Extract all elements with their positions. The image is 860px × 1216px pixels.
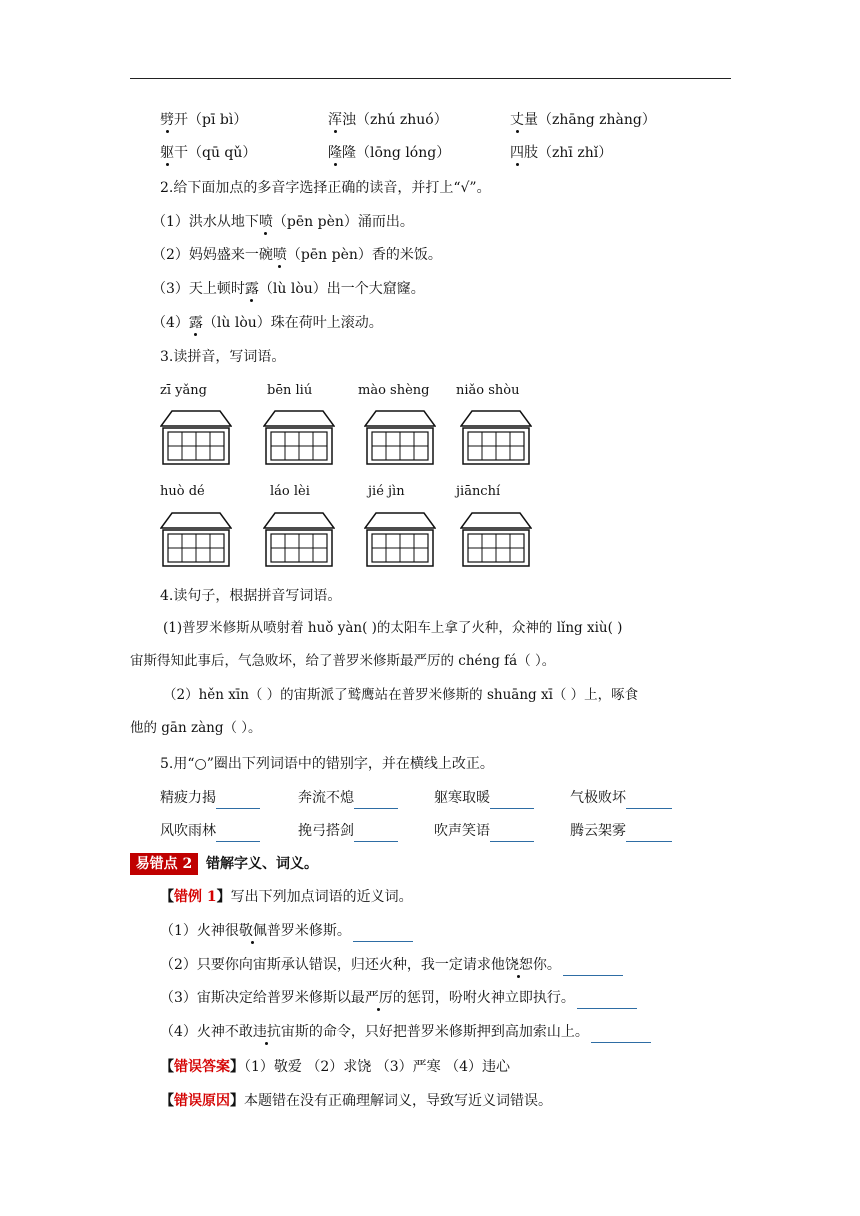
q1-item: 劈开（pī bì） xyxy=(160,112,248,128)
writing-box-house[interactable] xyxy=(364,410,436,466)
wrong-answer: 【错误答案】（1）敬爱 （2）求饶 （3）严寒 （4）违心 xyxy=(160,1059,510,1075)
example-item: （4）火神不敢违抗宙斯的命令，只好把普罗米修斯押到高加索山上。 xyxy=(160,1022,651,1043)
q1-item: 浑浊（zhú zhuó） xyxy=(328,112,448,128)
q3-pinyin: niǎo shòu xyxy=(456,383,520,398)
section-tag: 易错点 2 xyxy=(130,853,198,875)
q3-pinyin: láo lèi xyxy=(270,484,310,499)
answer-blank[interactable] xyxy=(577,988,637,1009)
q2-title: 2.给下面加点的多音字选择正确的读音，并打上“√”。 xyxy=(160,180,491,196)
q5-item: 气极败坏 xyxy=(570,788,672,809)
answer-blank[interactable] xyxy=(354,821,398,842)
answer-blank[interactable] xyxy=(591,1022,651,1043)
section-title: 错解字义、词义。 xyxy=(206,856,318,872)
answer-blank[interactable] xyxy=(490,788,534,809)
q2-item: （2）妈妈盛来一碗喷（pēn pèn）香的米饭。 xyxy=(152,247,442,263)
q5-item: 精疲力揭 xyxy=(160,788,260,809)
q5-item: 风吹雨林 xyxy=(160,821,260,842)
q5-item: 挽弓搭剑 xyxy=(298,821,398,842)
q5-item: 奔流不熄 xyxy=(298,788,398,809)
q4-paragraph-line: (1)普罗米修斯从喷射着 huǒ yàn( )的太阳车上拿了火种，众神的 lǐng xiù( ) xyxy=(163,620,623,636)
q3-pinyin: jié jìn xyxy=(368,484,405,499)
header-rule xyxy=(130,78,731,79)
answer-blank[interactable] xyxy=(353,921,413,942)
q2-item: （4）露（lù lòu）珠在荷叶上滚动。 xyxy=(152,315,383,331)
q1-item: 四肢（zhī zhǐ） xyxy=(510,145,613,161)
example-item: （1）火神很敬佩普罗米修斯。 xyxy=(160,921,413,942)
q4-paragraph-line: 他的 gān zàng（ ）。 xyxy=(130,720,262,736)
q1-item: 隆隆（lōng lóng） xyxy=(328,145,451,161)
q3-title: 3.读拼音，写词语。 xyxy=(160,349,286,365)
q1-item: 丈量（zhāng zhàng） xyxy=(510,112,656,128)
writing-box-house[interactable] xyxy=(364,512,436,568)
q4-paragraph-line: （2）hěn xīn（ ）的宙斯派了鹫鹰站在普罗米修斯的 shuāng xī（ ）上，啄食 xyxy=(163,687,639,703)
q5-item: 腾云架雾 xyxy=(570,821,672,842)
writing-box-house[interactable] xyxy=(263,410,335,466)
answer-blank[interactable] xyxy=(490,821,534,842)
example-item: （2）只要你向宙斯承认错误，归还火种，我一定请求他饶恕你。 xyxy=(160,955,623,976)
q3-pinyin: bēn liú xyxy=(267,383,313,398)
q2-item: （1）洪水从地下喷（pēn pèn）涌而出。 xyxy=(152,214,414,230)
q5-item: 吹声笑语 xyxy=(434,821,534,842)
answer-blank[interactable] xyxy=(626,821,672,842)
example-heading: 【错例 1】写出下列加点词语的近义词。 xyxy=(160,889,413,905)
answer-blank[interactable] xyxy=(216,821,260,842)
q4-title: 4.读句子，根据拼音写词语。 xyxy=(160,588,342,604)
answer-blank[interactable] xyxy=(354,788,398,809)
q5-item: 躯寒取暖 xyxy=(434,788,534,809)
q1-item: 躯干（qū qǔ） xyxy=(160,145,257,161)
q3-pinyin: zī yǎng xyxy=(160,383,207,398)
writing-box-house[interactable] xyxy=(160,410,232,466)
q4-paragraph-line: 宙斯得知此事后，气急败坏，给了普罗米修斯最严厉的 chéng fá（ ）。 xyxy=(130,653,556,669)
q2-item: （3）天上顿时露（lù lòu）出一个大窟窿。 xyxy=(152,281,425,297)
writing-box-house[interactable] xyxy=(160,512,232,568)
q3-pinyin: mào shèng xyxy=(358,383,430,398)
answer-blank[interactable] xyxy=(216,788,260,809)
writing-box-house[interactable] xyxy=(460,410,532,466)
writing-box-house[interactable] xyxy=(263,512,335,568)
q3-pinyin: jiānchí xyxy=(456,484,501,499)
wrong-reason: 【错误原因】本题错在没有正确理解词义，导致写近义词错误。 xyxy=(160,1093,552,1109)
writing-box-house[interactable] xyxy=(460,512,532,568)
q3-pinyin: huò dé xyxy=(160,484,205,499)
answer-blank[interactable] xyxy=(626,788,672,809)
example-item: （3）宙斯决定给普罗米修斯以最严厉的惩罚，吩咐火神立即执行。 xyxy=(160,988,637,1009)
answer-blank[interactable] xyxy=(563,955,623,976)
q5-title: 5.用“○”圈出下列词语中的错别字，并在横线上改正。 xyxy=(160,756,494,772)
